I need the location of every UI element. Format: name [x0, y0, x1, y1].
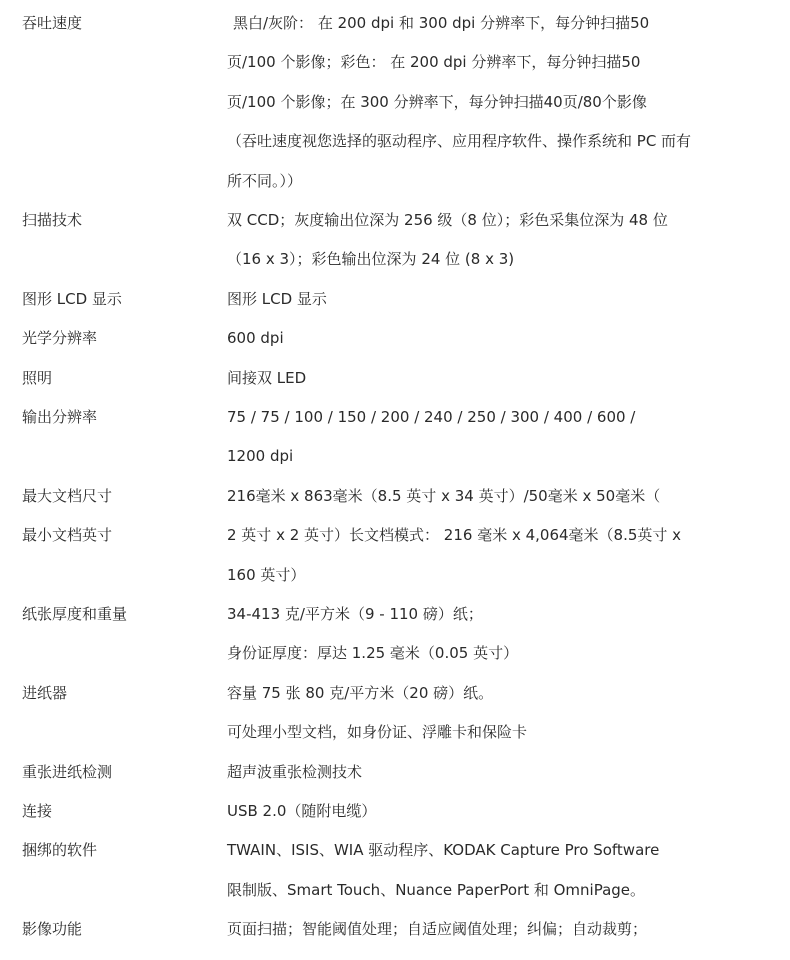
spec-value-line: 所不同。））	[227, 171, 303, 190]
spec-value	[227, 328, 772, 367]
spec-value-line: 1200 dpi	[227, 447, 294, 466]
spec-label: 最大文档尺寸	[22, 486, 113, 505]
spec-value-line: 黑白/灰阶： 在 200 dpi 和 300 dpi 分辨率下，每分钟扫描50	[233, 14, 650, 32]
spec-value	[227, 407, 772, 486]
spec-value	[227, 919, 772, 958]
spec-value-line: 超声波重张检测技术	[227, 762, 363, 781]
spec-value	[227, 683, 772, 762]
spec-value	[227, 289, 772, 328]
spec-value-line: （16 x 3）；彩色输出位深为 24 位 (8 x 3)	[227, 250, 515, 269]
spec-value-line: 34-413 克/平方米（9 - 110 磅）纸；	[227, 605, 483, 623]
cropped-previous-row	[0, 0, 790, 2]
spec-label: 最小文档英寸	[22, 526, 113, 545]
spec-value	[227, 840, 772, 919]
spec-value-line: 可处理小型文档，如身份证、浮雕卡和保险卡	[227, 723, 528, 742]
spec-value	[227, 13, 772, 210]
spec-value	[227, 801, 772, 840]
spec-value-line: （吞吐速度视您选择的驱动程序、应用程序软件、操作系统和 PC 而有	[227, 132, 692, 151]
spec-value	[227, 368, 772, 407]
spec-label: 扫描技术	[22, 211, 83, 229]
spec-value-line: 2 英寸 x 2 英寸）长文档模式： 216 毫米 x 4,064毫米（8.5英寸 x	[227, 526, 682, 545]
spec-label: 纸张厚度和重量	[22, 605, 128, 623]
spec-value-line: TWAIN、ISIS、WIA 驱动程序、KODAK Capture Pro Software	[227, 841, 660, 860]
spec-value-line: USB 2.0（随附电缆）	[227, 802, 377, 820]
spec-value	[227, 525, 772, 604]
spec-value-line: 160 英寸）	[227, 565, 306, 584]
spec-value-line: 216毫米 x 863毫米（8.5 英寸 x 34 英寸）/50毫米 x 50毫米（	[227, 486, 661, 505]
spec-value	[227, 762, 772, 801]
spec-label: 捆绑的软件	[22, 841, 98, 860]
spec-value	[227, 210, 772, 289]
spec-value-line: 页面扫描；智能阈值处理；自适应阈值处理；纠偏；自动裁剪；	[227, 920, 648, 939]
spec-value-line: 容量 75 张 80 克/平方米（20 磅）纸。	[227, 683, 494, 702]
spec-label: 光学分辨率	[22, 329, 98, 348]
spec-label: 图形 LCD 显示	[22, 289, 122, 308]
spec-value-line: 75 / 75 / 100 / 150 / 200 / 240 / 250 / 300 / 400 / 600 /	[227, 408, 636, 426]
spec-label: 重张进纸检测	[22, 762, 113, 781]
spec-label: 照明	[22, 368, 53, 387]
spec-value-line: 页/100 个影像；在 300 分辨率下，每分钟扫描40页/80个影像	[227, 92, 647, 111]
spec-value-line: 身份证厚度：厚达 1.25 毫米（0.05 英寸）	[227, 644, 519, 663]
spec-value-line: 600 dpi	[227, 329, 284, 348]
spec-value	[227, 486, 772, 525]
spec-label: 连接	[22, 802, 53, 820]
spec-value-line: 页/100 个影像；彩色： 在 200 dpi 分辨率下，每分钟扫描50	[227, 53, 641, 72]
spec-label: 影像功能	[22, 920, 83, 939]
spec-value-line: 双 CCD；灰度输出位深为 256 级（8 位）；彩色采集位深为 48 位	[227, 211, 668, 229]
spec-value-line: 间接双 LED	[227, 368, 307, 387]
spec-label: 吞吐速度	[22, 14, 83, 32]
spec-label: 输出分辨率	[22, 408, 98, 426]
spec-value-line: 限制版、Smart Touch、Nuance PaperPort 和 OmniPage。	[227, 880, 646, 899]
spec-value	[227, 604, 772, 683]
spec-value-line: 图形 LCD 显示	[227, 289, 327, 308]
spec-label: 进纸器	[22, 683, 68, 702]
